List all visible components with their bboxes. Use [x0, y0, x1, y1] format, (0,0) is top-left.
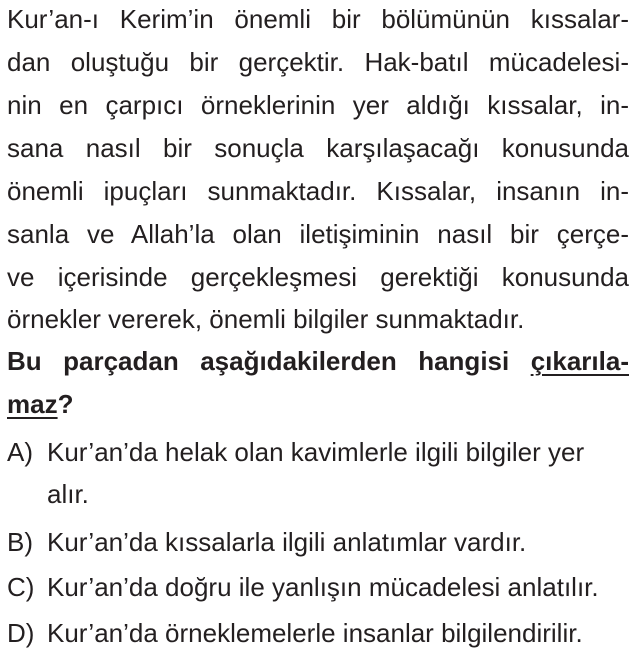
question-underlined-text: çıkarıla- — [530, 346, 629, 376]
question-text: Bu parçadan aşağıdakilerden hangisi — [7, 346, 531, 376]
option-letter: C) — [7, 572, 35, 602]
option-c[interactable] — [7, 570, 599, 604]
option-letter: A) — [7, 437, 33, 467]
passage-line: Kur’an-ı Kerim’in önemli bir bölümünün kıssalar- — [7, 4, 629, 34]
option-text: Kur’an’da doğru ile yanlışın mücadelesi anlatılır. — [47, 572, 599, 602]
option-text: Kur’an’da örneklemelerle insanlar bilgilendirilir. — [47, 618, 583, 648]
question-line-1 — [7, 344, 629, 378]
option-text: Kur’an’da kıssalarla ilgili anlatımlar vardır. — [47, 527, 527, 557]
passage-line: sana nasıl bir sonuçla karşılaşacağı konusunda — [7, 133, 629, 163]
passage-line: örnekler vererek, önemli bilgiler sunmaktadır. — [7, 304, 525, 334]
passage-line: sanla ve Allah’la olan iletişiminin nasıl bir çerçe- — [7, 219, 629, 249]
option-a[interactable] — [7, 435, 584, 469]
option-d[interactable] — [7, 616, 583, 650]
option-letter: B) — [7, 527, 33, 557]
option-a-continuation: alır. — [47, 479, 89, 509]
question-underlined-text: maz — [7, 389, 58, 419]
question-line-2 — [7, 387, 73, 421]
passage-line: ve içerisinde gerçekleşmesi gerektiği konusunda — [7, 262, 629, 292]
option-letter: D) — [7, 618, 35, 648]
question-mark: ? — [57, 389, 74, 419]
option-text: Kur’an’da helak olan kavimlerle ilgili bilgiler yer — [47, 437, 585, 467]
passage-line: nin en çarpıcı örneklerinin yer aldığı kıssalar, in- — [7, 90, 629, 120]
passage-line: dan oluştuğu bir gerçektir. Hak-batıl mücadelesi- — [7, 47, 629, 77]
option-b[interactable] — [7, 525, 526, 559]
passage-line: önemli ipuçları sunmaktadır. Kıssalar, insanın in- — [7, 176, 629, 206]
